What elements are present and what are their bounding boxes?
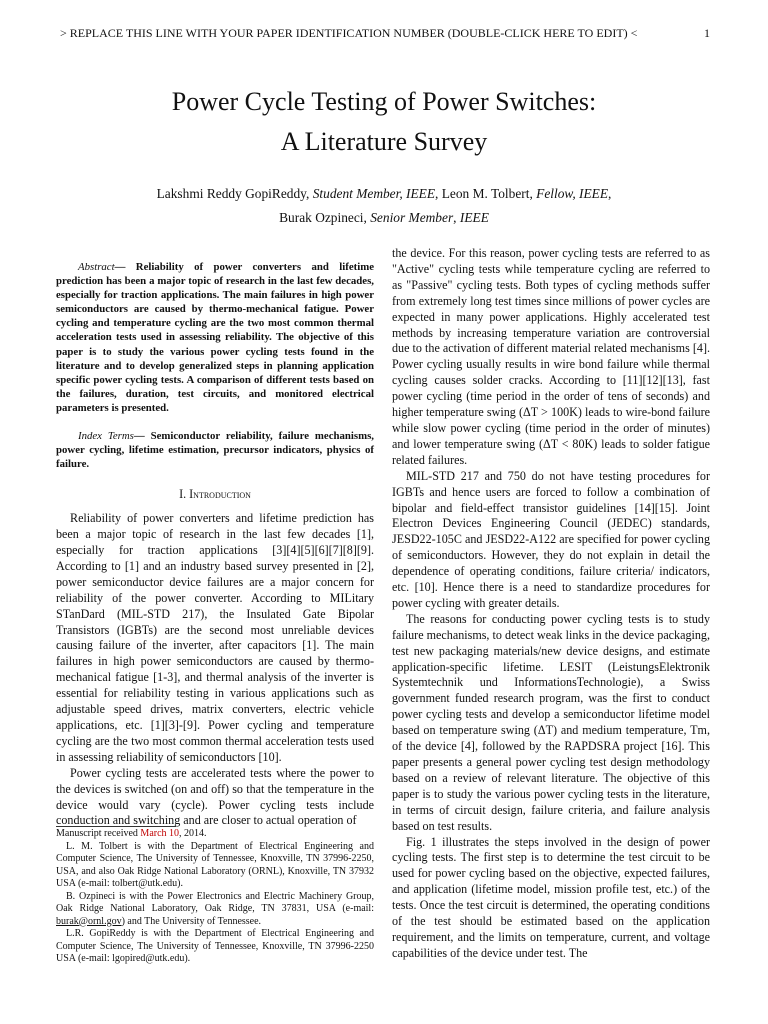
- received-suffix: , 2014.: [179, 828, 207, 839]
- right-paragraph-2: MIL-STD 217 and 750 do not have testing procedures for IGBTs and hence users are forced to follow a combination of bipolar and field-effect transistor guidelines [14][15]. Joint Electron Devices Engineering Council (JEDEC) standards, JESD22-105C and JESD22-A122 are specified for power cycling of semiconductors. However, they do not explain in detail the dependence of operating conditions, failure criteria/ indicators, etc. [10]. Hence there is a need to standardize procedures for power cycling with greater details.: [392, 468, 710, 610]
- received-prefix: Manuscript received: [56, 828, 141, 839]
- abstract: [56, 260, 374, 415]
- footnote-divider: [56, 826, 176, 827]
- abstract-label: Abstract: [78, 261, 115, 273]
- footnotes: [56, 828, 374, 966]
- intro-paragraph-2: Power cycling tests are accelerated tests where the power to the devices is switched (on and off) so that the temperature in the device would vary (cycle). Power cycling tests include conduction and switching and are closer to actual operation of: [56, 765, 374, 828]
- author-3-org: IEEE: [459, 210, 489, 225]
- author-2-role: Fellow, IEEE: [536, 186, 609, 201]
- running-head-text: > REPLACE THIS LINE WITH YOUR PAPER IDENTIFICATION NUMBER (DOUBLE-CLICK HERE TO EDIT) <: [60, 26, 638, 40]
- index-terms: [56, 429, 374, 471]
- index-terms-label: Index Terms: [78, 430, 134, 443]
- title-line-2: A Literature Survey: [280, 127, 488, 156]
- paper-title: [0, 82, 768, 162]
- abstract-text: — Reliability of power converters and lifetime prediction has been a major topic of research in the last few decades, especially for traction applications. The main failures in high power semiconductors are caused by thermo-mechanical fatigue. Power cycling and temperature cycling are the two most common thermal acceleration tests used in assessing reliability. The objective of this paper is to study the various power cycling tests found in the literature and to develop generalized steps in planning application specific power cycling tests. A comparison of different tests based on the failures, duration, test circuits, and monitored electrical parameters is presented.: [56, 261, 374, 414]
- footnote-ozpineci: [56, 891, 374, 929]
- email-link[interactable]: burak@ornl.gov: [56, 915, 122, 927]
- footnote-received: [56, 828, 374, 841]
- page-number: 1: [704, 26, 710, 40]
- author-2-end: ,: [608, 186, 612, 201]
- left-column: [56, 244, 374, 829]
- author-3-sep: ,: [453, 210, 460, 225]
- right-paragraph-1: the device. For this reason, power cycling tests are referred to as "Active" cycling tests while temperature cycling are referred to as "Passive" cycling tests. Both types of cycling methods suffer from extremely long test times since millions of power cycles are expected in many power applications. Highly accelerated test methods by increasing temperature variation are controversial due to the activation of different material related mechanisms [4]. Power cycling usually results in wire bond failure while thermal cycling causes solder cracks. According to [11][12][13], fast power cycling (time period in the order of tens of seconds) and higher temperature swing (ΔT > 100K) leads to wire-bond failure while slow power cycling (time period in the order of minutes) and lower temperature swing (ΔT < 80K) leads to solder fatigue related failures.: [392, 246, 710, 467]
- fn2-suffix: ) and The University of Tennessee.: [121, 915, 262, 927]
- author-line-1: [0, 182, 768, 206]
- right-paragraph-3: The reasons for conducting power cycling tests is to study failure mechanisms, to detect weak links in the device packaging, test new packaging materials/new device designs, and estimate application-specific lifetime. LESIT (LeistungsElektronik Systemtechnik und InformationsTechnologie), a Swiss government funded research program, was the first to conduct power cycling tests and develop a semiconductor lifetime model based on temperature swing (ΔT) and medium temperature, Tm, of the device [4], followed by the RAPDSRA project [16]. This paper presents a general power cycling test design methodology based on a review of relevant literature. The objective of this paper is to study the various power cycling tests in the literature, in terms of circuit design, failure criteria, and failure analysis based on test results.: [392, 611, 710, 833]
- footnote-tolbert: L. M. Tolbert is with the Department of Electrical Engineering and Computer Science, The University of Tennessee, Knoxville, TN 37996-2250, USA, and also Oak Ridge National Laboratory (ORNL), Knoxville, TN 37932 USA (e-mail: tolbert@utk.edu).: [56, 840, 374, 889]
- index-terms-text: — Semiconductor reliability, failure mechanisms, power cycling, lifetime estimation, precursor indicators, physics of failure.: [56, 430, 374, 471]
- right-paragraph-4: Fig. 1 illustrates the steps involved in the design of power cycling tests. The first step is to determine the test circuit to be used for power cycling based on the objective, expected failures, and application (lifetime model, mission profile test, etc.) of the tests. Once the test circuit is determined, the operating conditions of the test should be estimated based on the application requirement, and the limits on temperature, current, and voltage capabilities of the device under test. The: [392, 834, 710, 960]
- footnote-gopireddy: L.R. GopiReddy is with the Department of Electrical Engineering and Computer Science, The University of Tennessee, Knoxville, TN 37996-2250 USA (e-mail: lgopired@utk.edu).: [56, 928, 374, 964]
- author-3-name: Burak Ozpineci,: [279, 210, 371, 225]
- title-line-1: Power Cycle Testing of Power Switches:: [171, 87, 597, 116]
- intro-paragraph-1: Reliability of power converters and lifetime prediction has been a major topic of research in the last few decades [1], especially for traction applications [3][4][5][6][7][8][9]. According to [1] and an industry based survey presented in [2], power semiconductor device failures are a major concern for reliability of the power converter. According to MILitary STanDard (MIL-STD 217), the Insulated Gate Bipolar Transistors (IGBTs) are the second most unreliable devices causing failure of the inverter, after capacitors [1]. The main failures in high power semiconductors are caused by thermo-mechanical fatigue [1-3], and thermal analysis of the inverter is essential for reliability testing in various applications such as adjustable speed drives, matrix converters, electric vehicle applications, etc. [1][3]-[9]. Power cycling and temperature cycling are the two most common thermal acceleration tests used in assessing reliability of semiconductors [10].: [56, 511, 374, 764]
- author-line-2: [0, 206, 768, 230]
- author-3-role: Senior Member: [370, 210, 454, 225]
- author-1-role: Student Member, IEEE: [312, 186, 436, 201]
- author-1-name: Lakshmi Reddy GopiReddy,: [156, 186, 313, 201]
- right-column: [392, 246, 710, 962]
- author-block: [0, 182, 768, 230]
- section-heading-introduction: I. Introduction: [179, 487, 251, 502]
- fn2-prefix: B. Ozpineci is with the Power Electronics and Electric Machinery Group, Oak Ridge National Laboratory, Oak Ridge, TN 37831, USA (e-mail:: [56, 890, 374, 914]
- received-date: March 10: [140, 828, 180, 839]
- author-2-name: , Leon M. Tolbert,: [435, 186, 537, 201]
- running-header: [60, 26, 710, 41]
